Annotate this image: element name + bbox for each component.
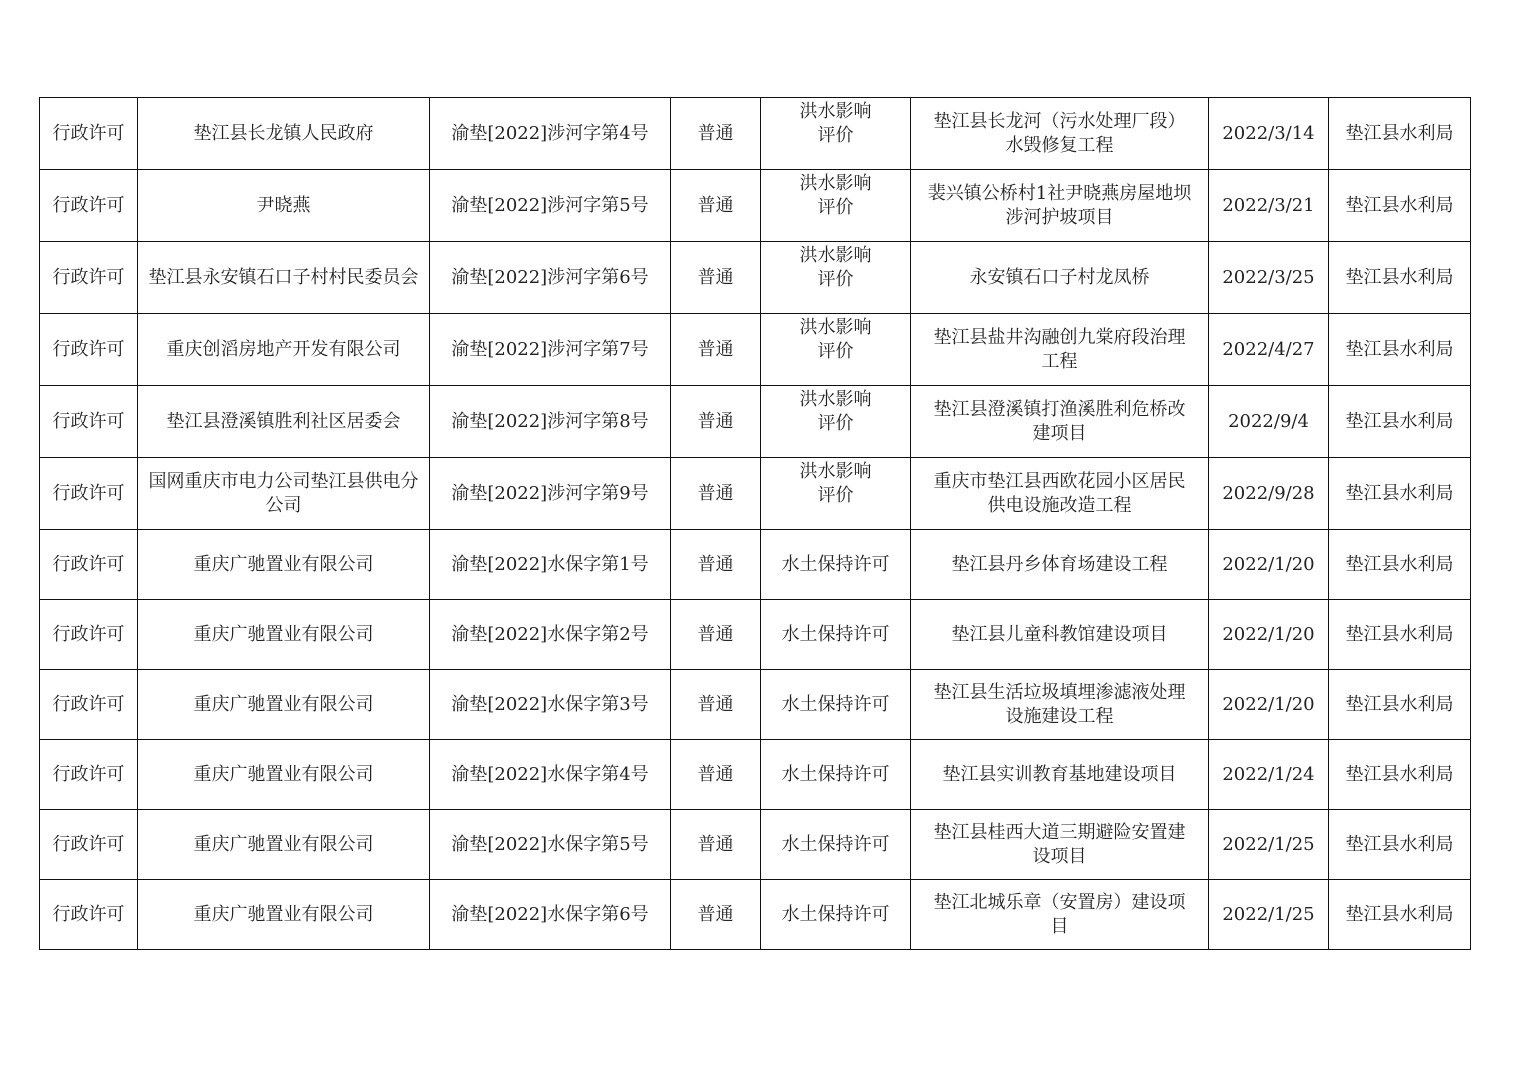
project-name-cell: 裴兴镇公桥村1社尹晓燕房屋地坝 涉河护坡项目	[911, 170, 1209, 242]
project-name-cell: 垫江北城乐章（安置房）建设项 目	[911, 880, 1209, 950]
project-name-cell: 永安镇石口子村龙凤桥	[911, 242, 1209, 314]
table-row	[40, 242, 1471, 314]
date-cell: 2022/9/28	[1209, 458, 1329, 530]
table-row	[40, 740, 1471, 810]
document-number-cell: 渝垫[2022]水保字第1号	[430, 530, 671, 600]
document-number-cell: 渝垫[2022]水保字第3号	[430, 670, 671, 740]
matter-cell: 水土保持许可	[761, 670, 911, 740]
table-row	[40, 670, 1471, 740]
category-cell: 普通	[671, 670, 761, 740]
date-cell: 2022/3/25	[1209, 242, 1329, 314]
document-number-cell: 渝垫[2022]涉河字第7号	[430, 314, 671, 386]
project-name-cell: 垫江县实训教育基地建设项目	[911, 740, 1209, 810]
permit-type-cell: 行政许可	[40, 458, 138, 530]
authority-cell: 垫江县水利局	[1329, 600, 1471, 670]
permit-type-cell: 行政许可	[40, 98, 138, 170]
applicant-cell: 重庆广驰置业有限公司	[138, 670, 430, 740]
table-row	[40, 98, 1471, 170]
permit-type-cell: 行政许可	[40, 242, 138, 314]
applicant-cell: 尹晓燕	[138, 170, 430, 242]
category-cell: 普通	[671, 98, 761, 170]
applicant-cell: 重庆广驰置业有限公司	[138, 530, 430, 600]
table-row	[40, 386, 1471, 458]
applicant-cell: 国网重庆市电力公司垫江县供电分 公司	[138, 458, 430, 530]
date-cell: 2022/1/20	[1209, 670, 1329, 740]
document-number-cell: 渝垫[2022]涉河字第5号	[430, 170, 671, 242]
project-name-cell: 垫江县丹乡体育场建设工程	[911, 530, 1209, 600]
matter-cell: 洪水影响 评价	[761, 242, 911, 314]
matter-cell: 水土保持许可	[761, 530, 911, 600]
project-name-cell: 垫江县澄溪镇打渔溪胜利危桥改 建项目	[911, 386, 1209, 458]
authority-cell: 垫江县水利局	[1329, 98, 1471, 170]
authority-cell: 垫江县水利局	[1329, 880, 1471, 950]
authority-cell: 垫江县水利局	[1329, 810, 1471, 880]
permit-type-cell: 行政许可	[40, 530, 138, 600]
applicant-cell: 重庆创滔房地产开发有限公司	[138, 314, 430, 386]
permit-type-cell: 行政许可	[40, 600, 138, 670]
date-cell: 2022/1/24	[1209, 740, 1329, 810]
category-cell: 普通	[671, 458, 761, 530]
applicant-cell: 垫江县澄溪镇胜利社区居委会	[138, 386, 430, 458]
applicant-cell: 垫江县长龙镇人民政府	[138, 98, 430, 170]
matter-cell: 水土保持许可	[761, 810, 911, 880]
matter-cell: 洪水影响 评价	[761, 170, 911, 242]
project-name-cell: 垫江县盐井沟融创九棠府段治理 工程	[911, 314, 1209, 386]
category-cell: 普通	[671, 810, 761, 880]
permit-type-cell: 行政许可	[40, 880, 138, 950]
date-cell: 2022/1/25	[1209, 880, 1329, 950]
project-name-cell: 垫江县生活垃圾填埋渗滤液处理 设施建设工程	[911, 670, 1209, 740]
permit-type-cell: 行政许可	[40, 810, 138, 880]
document-number-cell: 渝垫[2022]涉河字第9号	[430, 458, 671, 530]
authority-cell: 垫江县水利局	[1329, 170, 1471, 242]
category-cell: 普通	[671, 600, 761, 670]
project-name-cell: 重庆市垫江县西欧花园小区居民 供电设施改造工程	[911, 458, 1209, 530]
table-body	[40, 98, 1471, 950]
project-name-cell: 垫江县儿童科教馆建设项目	[911, 600, 1209, 670]
authority-cell: 垫江县水利局	[1329, 386, 1471, 458]
matter-cell: 洪水影响 评价	[761, 314, 911, 386]
authority-cell: 垫江县水利局	[1329, 458, 1471, 530]
table-row	[40, 600, 1471, 670]
category-cell: 普通	[671, 740, 761, 810]
document-number-cell: 渝垫[2022]水保字第2号	[430, 600, 671, 670]
table-row	[40, 314, 1471, 386]
category-cell: 普通	[671, 314, 761, 386]
applicant-cell: 垫江县永安镇石口子村村民委员会	[138, 242, 430, 314]
table-row	[40, 810, 1471, 880]
document-number-cell: 渝垫[2022]水保字第4号	[430, 740, 671, 810]
date-cell: 2022/1/20	[1209, 600, 1329, 670]
authority-cell: 垫江县水利局	[1329, 670, 1471, 740]
matter-cell: 水土保持许可	[761, 740, 911, 810]
date-cell: 2022/3/14	[1209, 98, 1329, 170]
category-cell: 普通	[671, 242, 761, 314]
table-row	[40, 530, 1471, 600]
permit-type-cell: 行政许可	[40, 386, 138, 458]
applicant-cell: 重庆广驰置业有限公司	[138, 880, 430, 950]
matter-cell: 洪水影响 评价	[761, 458, 911, 530]
date-cell: 2022/3/21	[1209, 170, 1329, 242]
permit-type-cell: 行政许可	[40, 314, 138, 386]
document-number-cell: 渝垫[2022]水保字第6号	[430, 880, 671, 950]
category-cell: 普通	[671, 170, 761, 242]
date-cell: 2022/4/27	[1209, 314, 1329, 386]
matter-cell: 洪水影响 评价	[761, 98, 911, 170]
document-number-cell: 渝垫[2022]水保字第5号	[430, 810, 671, 880]
category-cell: 普通	[671, 530, 761, 600]
date-cell: 2022/1/25	[1209, 810, 1329, 880]
table-row	[40, 458, 1471, 530]
authority-cell: 垫江县水利局	[1329, 530, 1471, 600]
document-number-cell: 渝垫[2022]涉河字第6号	[430, 242, 671, 314]
date-cell: 2022/1/20	[1209, 530, 1329, 600]
category-cell: 普通	[671, 386, 761, 458]
authority-cell: 垫江县水利局	[1329, 740, 1471, 810]
applicant-cell: 重庆广驰置业有限公司	[138, 600, 430, 670]
date-cell: 2022/9/4	[1209, 386, 1329, 458]
table-row	[40, 170, 1471, 242]
table-row	[40, 880, 1471, 950]
category-cell: 普通	[671, 880, 761, 950]
permit-table	[39, 97, 1471, 950]
applicant-cell: 重庆广驰置业有限公司	[138, 810, 430, 880]
matter-cell: 水土保持许可	[761, 880, 911, 950]
document-number-cell: 渝垫[2022]涉河字第4号	[430, 98, 671, 170]
authority-cell: 垫江县水利局	[1329, 242, 1471, 314]
permit-type-cell: 行政许可	[40, 170, 138, 242]
matter-cell: 洪水影响 评价	[761, 386, 911, 458]
authority-cell: 垫江县水利局	[1329, 314, 1471, 386]
permit-type-cell: 行政许可	[40, 670, 138, 740]
applicant-cell: 重庆广驰置业有限公司	[138, 740, 430, 810]
matter-cell: 水土保持许可	[761, 600, 911, 670]
permit-type-cell: 行政许可	[40, 740, 138, 810]
project-name-cell: 垫江县长龙河（污水处理厂段） 水毁修复工程	[911, 98, 1209, 170]
project-name-cell: 垫江县桂西大道三期避险安置建 设项目	[911, 810, 1209, 880]
document-number-cell: 渝垫[2022]涉河字第8号	[430, 386, 671, 458]
